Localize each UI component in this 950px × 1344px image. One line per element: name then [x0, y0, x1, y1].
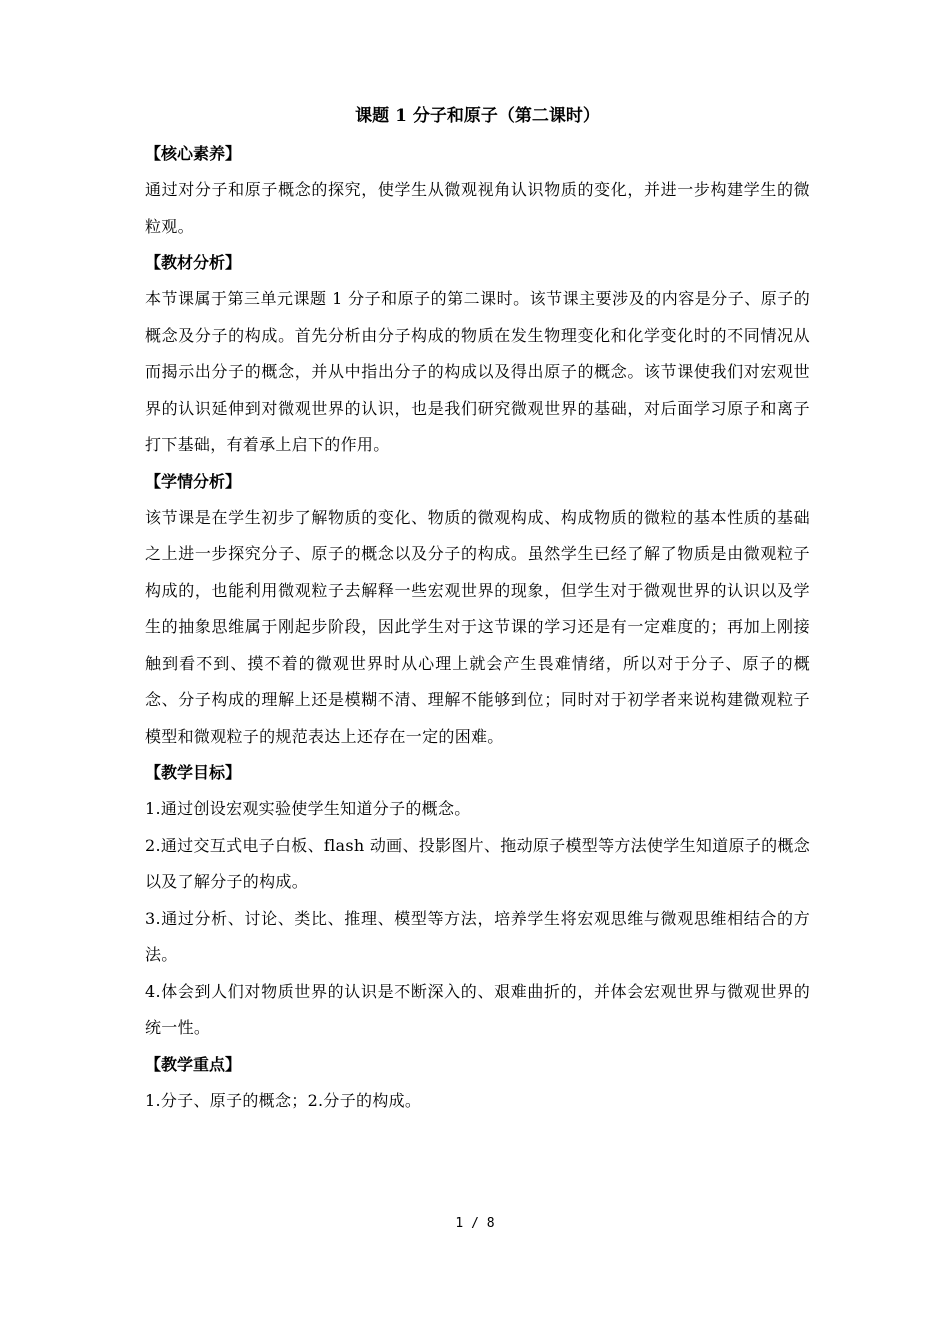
- paragraph-textbook-analysis: 本节课属于第三单元课题 1 分子和原子的第二课时。该节课主要涉及的内容是分子、原子的概念及分子的构成。首先分析由分子构成的物质在发生物理变化和化学变化时的不同情况从而揭示出分子的概念，并从中指出分子的构成以及得出原子的概念。该节课使我们对宏观世界的认识延伸到对微观世界的认识，也是我们研究微观世界的基础，对后面学习原子和离子打下基础，有着承上启下的作用。: [145, 289, 810, 454]
- heading-student-analysis: 【学情分析】: [145, 471, 242, 491]
- goal-item-4: 4.体会到人们对物质世界的认识是不断深入的、艰难曲折的，并体会宏观世界与微观世界的统一性。: [145, 981, 810, 1037]
- goal-item-1: 1.通过创设宏观实验使学生知道分子的概念。: [145, 799, 471, 818]
- goal-item-2: 2.通过交互式电子白板、flash 动画、投影图片、拖动原子模型等方法使学生知道原子的概念以及了解分子的构成。: [145, 835, 810, 891]
- heading-core-literacy: 【核心素养】: [145, 144, 242, 163]
- document-page: [145, 100, 810, 1119]
- heading-textbook-analysis: 【教材分析】: [145, 253, 242, 272]
- goal-item-3: 3.通过分析、讨论、类比、推理、模型等方法，培养学生将宏观思维与微观思维相结合的方法。: [145, 908, 810, 964]
- heading-key-points: 【教学重点】: [145, 1054, 242, 1074]
- paragraph-core-literacy: 通过对分子和原子概念的探究，使学生从微观视角认识物质的变化，并进一步构建学生的微粒观。: [145, 180, 810, 236]
- paragraph-key-points: 1.分子、原子的概念；2.分子的构成。: [145, 1090, 422, 1110]
- page-number: 1 / 8: [455, 1216, 495, 1231]
- paragraph-student-analysis: 该节课是在学生初步了解物质的变化、物质的微观构成、构成物质的微粒的基本性质的基础之上进一步探究分子、原子的概念以及分子的构成。虽然学生已经了解了物质是由微观粒子构成的，也能利用微观粒子去解释一些宏观世界的现象，但学生对于微观世界的认识以及学生的抽象思维属于刚起步阶段，因此学生对于这节课的学习还是有一定难度的；再加上刚接触到看不到、摸不着的微观世界时从心理上就会产生畏难情绪，所以对于分子、原子的概念、分子构成的理解上还是模糊不清、理解不能够到位；同时对于初学者来说构建微观粒子模型和微观粒子的规范表达上还存在一定的困难。: [145, 507, 810, 746]
- document-title: 课题 1 分子和原子（第二课时）: [355, 106, 600, 126]
- heading-teaching-goals: 【教学目标】: [145, 763, 242, 782]
